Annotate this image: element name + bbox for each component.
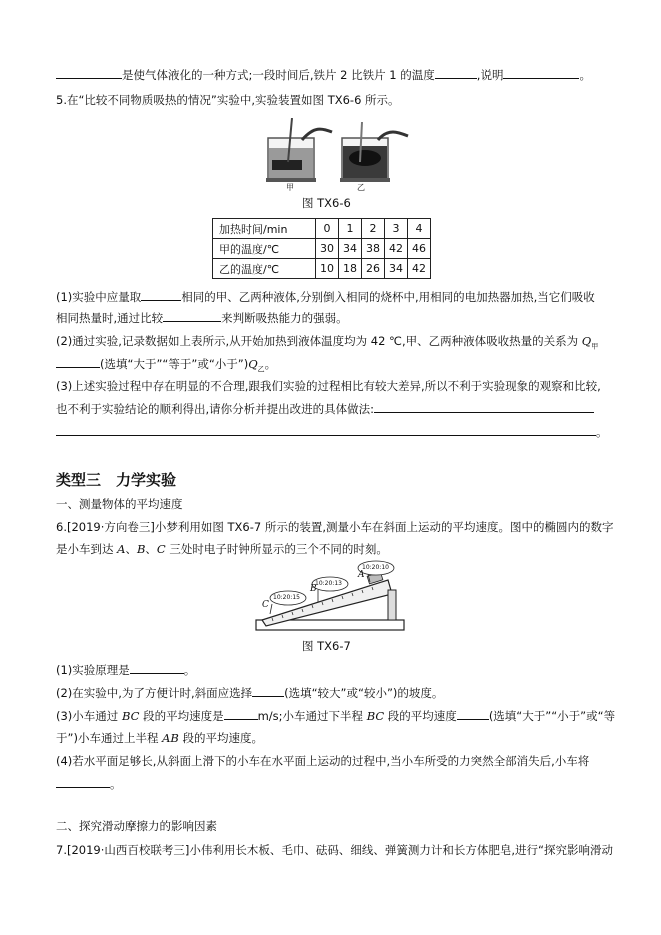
- figure-caption: 图 TX6-6: [302, 196, 351, 210]
- q7-line1: 7.[2019·山西百校联考三]小伟利用长木板、毛巾、砝码、细线、弹簧测力计和长方体肥皂,进行“探究影响滑动: [56, 843, 613, 857]
- q5-p1: (1)实验中应量取 相同的甲、乙两种液体,分别倒入相同的烧杯中,用相同的电加热器加热,当它们吸收: [56, 290, 595, 304]
- q6-p2: (2)在实验中,为了方便计时,斜面应选择 (选填“较大”或“较小”)的坡度。: [56, 686, 444, 700]
- blank: [457, 708, 489, 720]
- q5-p1-cont: 相同热量时,通过比较 来判断吸热能力的强弱。: [56, 311, 348, 325]
- q6-p4: (4)若水平面足够长,从斜面上滑下的小车在水平面上运动的过程中,当小车所受的力突然全部消失后,小车将: [56, 754, 590, 768]
- clock-c: 10:20:15: [273, 594, 300, 601]
- q6-line1: 6.[2019·方向卷三]小梦利用如图 TX6-7 所示的装置,测量小车在斜面上运动的平均速度。图中的椭圆内的数字: [56, 520, 614, 534]
- table-row: 加热时间/min 0 1 2 3 4: [213, 219, 431, 239]
- q5-intro: 5.在“比较不同物质吸热的情况”实验中,实验装置如图 TX6-6 所示。: [56, 93, 400, 107]
- blank: [252, 685, 284, 697]
- blank: [224, 708, 258, 720]
- blank: [141, 289, 181, 301]
- q5-p2: (2)通过实验,记录数据如上表所示,从开始加热到液体温度均为 42 ℃,甲、乙两种液体吸收热量的关系为 $Q_甲$: [56, 334, 599, 351]
- label-yi: 乙: [357, 183, 365, 192]
- q6-p4-cont: 。: [56, 776, 611, 792]
- q6-p3-cont: 于”)小车通过上半程 AB 段的平均速度。: [56, 731, 264, 745]
- beaker-jia: [266, 118, 332, 182]
- q6-p3: (3)小车通过 BC 段的平均速度是 m/s;小车通过下半程 BC 段的平均速度 (选填“大于”“小于”或“等: [56, 709, 616, 723]
- top-line: 是使气体液化的一种方式;一段时间后,铁片 2 比铁片 1 的温度 ,说明 。: [56, 67, 611, 83]
- blank: [56, 356, 100, 368]
- clock-a: 10:20:10: [362, 564, 389, 571]
- temperature-table: [212, 218, 431, 279]
- q6-p1: (1)实验原理是 。: [56, 663, 196, 677]
- beaker-figure: [262, 118, 412, 190]
- table-row: 甲的温度/℃ 30 34 38 42 46: [213, 239, 431, 259]
- section-title: 类型三 力学实验: [56, 471, 177, 489]
- table-row: 乙的温度/℃ 10 18 26 34 42: [213, 259, 431, 279]
- q5-p3-cont: 也不利于实验结论的顺利得出,请你分析并提出改进的具体做法:: [56, 401, 611, 417]
- beaker-yi: [340, 122, 408, 182]
- subsection-title: 一、测量物体的平均速度: [56, 497, 183, 511]
- blank: [435, 67, 477, 79]
- blank: [56, 67, 122, 79]
- q5-p3: (3)上述实验过程中存在明显的不合理,跟我们实验的过程相比有较大差异,所以不利于实验现象的观察和比较,: [56, 379, 601, 393]
- point-c: C: [262, 600, 269, 610]
- blank: [503, 67, 579, 79]
- q6-line2: 是小车到达 A、B、C 三处时电子时钟所显示的三个不同的时刻。: [56, 542, 388, 556]
- blank: [374, 401, 594, 413]
- label-jia: 甲: [286, 183, 294, 192]
- point-b: B: [310, 584, 317, 594]
- q5-p2-cont: (选填“大于”“等于”或“小于$”)Q_乙$。: [56, 356, 611, 377]
- blank: [56, 776, 110, 788]
- blank: [130, 662, 184, 674]
- subsection-title: 二、探究滑动摩擦力的影响因素: [56, 819, 217, 833]
- blank: [56, 424, 596, 436]
- blank: [163, 310, 221, 322]
- figure-caption: 图 TX6-7: [302, 639, 351, 653]
- q5-p3-end: 。: [56, 424, 611, 440]
- clock-b: 10:20:13: [315, 580, 342, 587]
- point-a: A: [358, 570, 365, 580]
